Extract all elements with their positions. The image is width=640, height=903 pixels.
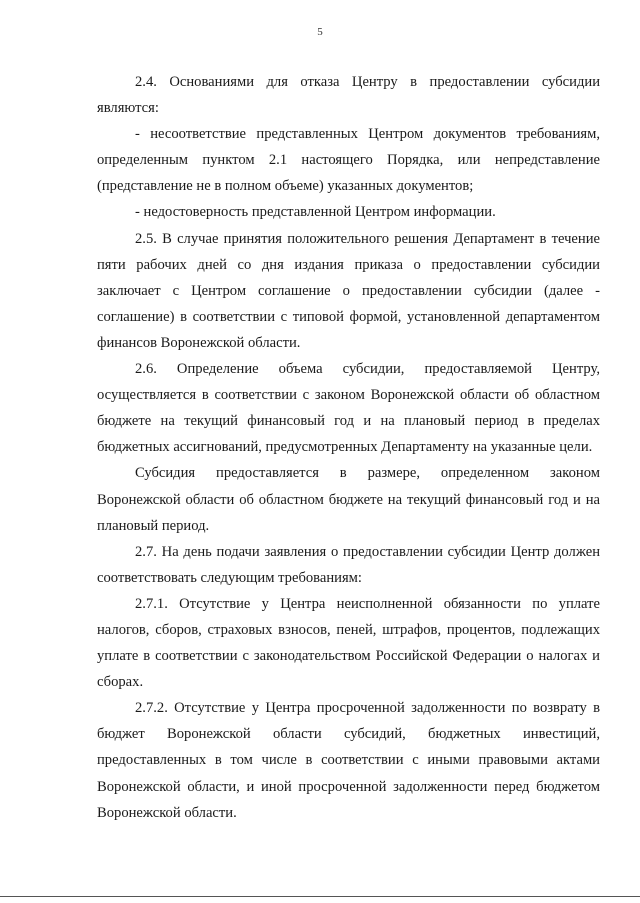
page-bottom-edge xyxy=(0,896,640,897)
paragraph-2-5: 2.5. В случае принятия положительного решения Департамент в течение пяти рабочих дней со дня издания приказа о предоставлении субсидии заключает с Центром соглашение о предоставлении субсидии (далее - соглашение) в соответствии с типовой формой, установленной департаментом финансов Воронежской области. xyxy=(97,230,600,351)
paragraph-2-7: 2.7. На день подачи заявления о предоставлении субсидии Центр должен соответствовать следующим требованиям: xyxy=(97,543,600,586)
paragraph-2-7-1: 2.7.1. Отсутствие у Центра неисполненной обязанности по уплате налогов, сборов, страховых взносов, пеней, штрафов, процентов, подлежащих уплате в соответствии с законодательством Российской Федерации о налогах и сборах. xyxy=(97,595,600,691)
paragraph-2-4-item-2: - недостоверность представленной Центром информации. xyxy=(135,204,496,221)
paragraph-2-4-item-1: - несоответствие представленных Центром документов требованиям, определенным пунктом 2.1 настоящего Порядка, или непредставление (представление не в полном объеме) указанных документов; xyxy=(97,126,600,195)
paragraph-2-6-subsidy: Субсидия предоставляется в размере, определенном законом Воронежской области об областном бюджете на текущий финансовый год и на плановый период. xyxy=(97,465,600,534)
document-body xyxy=(97,69,600,826)
page-number: 5 xyxy=(317,26,323,38)
paragraph-2-4: 2.4. Основаниями для отказа Центру в предоставлении субсидии являются: xyxy=(97,74,600,117)
paragraph-2-7-2: 2.7.2. Отсутствие у Центра просроченной задолженности по возврату в бюджет Воронежской области субсидий, бюджетных инвестиций, предоставленных в том числе в соответствии с иными правовыми актами Воронежской области, и иной просроченной задолженности перед бюджетом Воронежской области. xyxy=(97,700,600,821)
paragraph-2-6: 2.6. Определение объема субсидии, предоставляемой Центру, осуществляется в соответствии с законом Воронежской области об областном бюджете на текущий финансовый год и на плановый период в пределах бюджетных ассигнований, предусмотренных Департаменту на указанные цели. xyxy=(97,361,600,456)
